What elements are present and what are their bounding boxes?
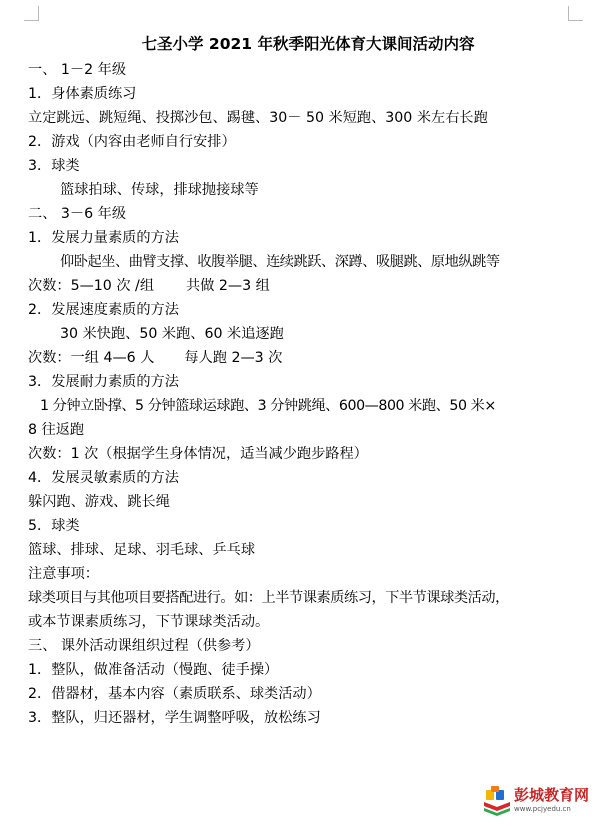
subsection-heading: 3．整队，归还器材，学生调整呼吸，放松练习: [28, 710, 321, 726]
subsection-heading: 3．发展耐力素质的方法: [28, 374, 179, 390]
page-corner-top-right: [568, 6, 583, 21]
text-line: 30 米快跑、50 米跑、60 米追逐跑: [60, 326, 284, 342]
subsection-heading: 1．发展力量素质的方法: [28, 230, 179, 246]
section-heading: 二、 3－6 年级: [28, 206, 127, 222]
set-count: 共做 2—3 组: [186, 278, 270, 294]
text-line: 篮球拍球、传球，排球抛接球等: [60, 182, 259, 198]
subsection-heading: 2．借器材，基本内容（素质联系、球类活动）: [28, 686, 321, 702]
text-line: 仰卧起坐、曲臂支撑、收腹举腿、连续跳跃、深蹲、吸腿跳、原地纵跳等: [60, 254, 500, 270]
text-line: 躲闪跑、游戏、跳长绳: [28, 494, 170, 510]
text-line: 立定跳远、跳短绳、投掷沙包、踢毽、30－ 50 米短跑、300 米左右长跑: [28, 110, 488, 126]
subsection-heading: 1．身体素质练习: [28, 86, 137, 102]
watermark-logo: [484, 780, 592, 820]
document-body: [28, 33, 588, 730]
section-heading: 一、 1－2 年级: [28, 62, 127, 78]
notes-heading: 注意事项：: [28, 566, 99, 582]
watermark-name: 彭城教育网: [514, 786, 590, 804]
subsection-heading: 5．球类: [28, 518, 80, 534]
text-line: [28, 346, 588, 370]
group-size: 次数：一组 4—6 人: [28, 350, 155, 366]
text-line: 1 分钟立卧撑、5 分钟篮球运球跑、3 分钟跳绳、600—800 米跑、50 米×: [40, 398, 496, 414]
repetition-count: 次数：5—10 次 /组: [28, 278, 155, 294]
book-cover-orange: [491, 786, 499, 792]
subsection-heading: 2．游戏（内容由老师自行安排）: [28, 134, 236, 150]
text-line: 次数：1 次（根据学生身体情况，适当减少跑步路程）: [28, 446, 368, 462]
page-corner-top-left: [24, 6, 39, 21]
watermark-url: www.pcjyedu.cn: [514, 805, 571, 813]
subsection-heading: 2．发展速度素质的方法: [28, 302, 179, 318]
subsection-heading: 3．球类: [28, 158, 80, 174]
text-line: 球类项目与其他项目要搭配进行。如：上半节课素质练习，下半节课球类活动，: [28, 590, 509, 606]
text-line: 或本节课素质练习，下节课球类活动。: [28, 614, 270, 630]
text-line: 篮球、排球、足球、羽毛球、乒乓球: [28, 542, 256, 558]
subsection-heading: 4．发展灵敏素质的方法: [28, 470, 179, 486]
subsection-heading: 1．整队，做准备活动（慢跑、徒手操）: [28, 662, 279, 678]
text-line: 8 往返跑: [28, 422, 85, 438]
section-heading: 三、 课外活动课组织过程（供参考）: [28, 638, 260, 654]
book-icon: [484, 786, 512, 816]
document-title: 七圣小学 2021 年秋季阳光体育大课间活动内容: [141, 35, 475, 53]
run-count: 每人跑 2—3 次: [184, 350, 283, 366]
text-line: [28, 274, 588, 298]
